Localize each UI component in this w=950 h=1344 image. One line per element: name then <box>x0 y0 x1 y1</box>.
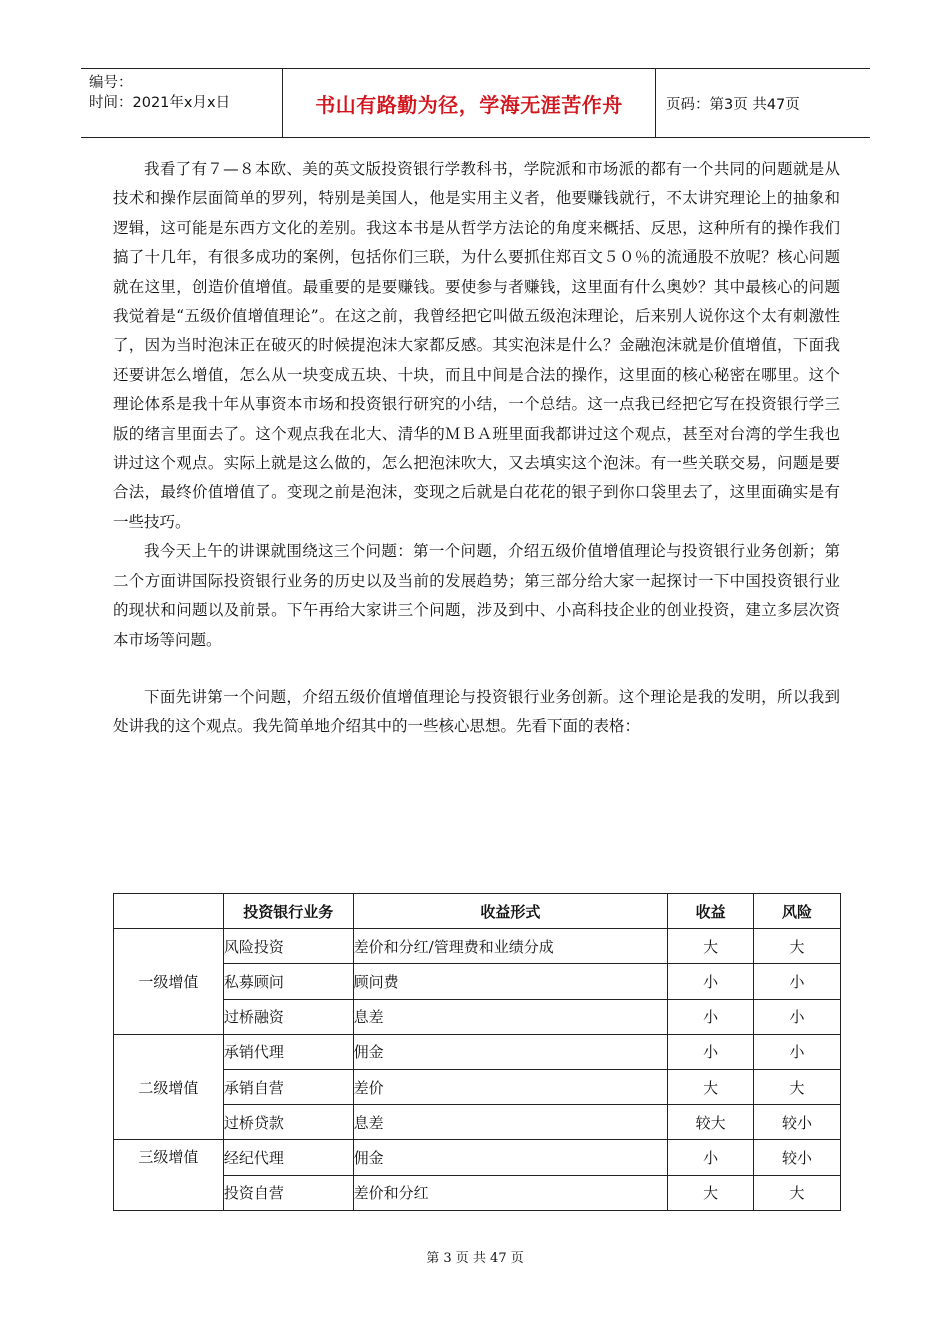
table-row <box>114 1175 841 1210</box>
risk-cell: 大 <box>754 1175 841 1210</box>
risk-cell: 小 <box>754 964 841 999</box>
business-cell: 私募顾问 <box>223 964 353 999</box>
return-cell: 大 <box>668 929 754 964</box>
form-cell: 顾问费 <box>353 964 668 999</box>
risk-cell: 较小 <box>754 1105 841 1140</box>
header-number-label: 编号： <box>89 75 133 91</box>
table-header-cell: 投资银行业务 <box>223 894 353 929</box>
table-row <box>114 1105 841 1140</box>
level-cell: 二级增值 <box>114 1034 224 1140</box>
business-cell: 投资自营 <box>223 1175 353 1210</box>
body-text <box>113 155 840 742</box>
paragraph: 我看了有７—８本欧、美的英文版投资银行学教科书，学院派和市场派的都有一个共同的问题就是从技术和操作层面简单的罗列，特别是美国人，他是实用主义者，他要赚钱就行，不太讲究理论上的抽象和逻辑，这可能是东西方文化的差别。我这本书是从哲学方法论的角度来概括、反思，这种所有的操作我们搞了十几年，有很多成功的案例，包括你们三联，为什么要抓住郑百文５０％的流通股不放呢？核心问题就在这里，创造价值增值。最重要的是要赚钱。要使参与者赚钱，这里面有什么奥妙？其中最核心的问题我觉着是“五级价值增值理论”。在这之前，我曾经把它叫做五级泡沫理论，后来别人说你这个太有刺激性了，因为当时泡沫正在破灭的时候提泡沫大家都反感。其实泡沫是什么？金融泡沫就是价值增值，下面我还要讲怎么增值，怎么从一块变成五块、十块，而且中间是合法的操作，这里面的核心秘密在哪里。这个理论体系是我十年从事资本市场和投资银行研究的小结，一个总结。这一点我已经把它写在投资银行学三版的绪言里面去了。这个观点我在北大、清华的ＭＢＡ班里面我都讲过这个观点，甚至对台湾的学生我也讲过这个观点。实际上就是这么做的，怎么把泡沫吹大，又去填实这个泡沫。有一些关联交易，问题是要合法，最终价值增值了。变现之前是泡沫，变现之后就是白花花的银子到你口袋里去了，这里面确实是有一些技巧。 <box>113 160 840 531</box>
form-cell: 差价和分红 <box>353 1175 668 1210</box>
table-row <box>114 964 841 999</box>
header-time-label: 时间：2021年x月x日 <box>89 95 231 111</box>
risk-cell: 小 <box>754 1034 841 1069</box>
form-cell: 差价 <box>353 1069 668 1104</box>
risk-cell: 较小 <box>754 1140 841 1175</box>
business-cell: 承销自营 <box>223 1069 353 1104</box>
table-row <box>114 1069 841 1104</box>
form-cell: 息差 <box>353 1105 668 1140</box>
table-header-row <box>114 894 841 929</box>
page-footer: 第 3 页 共 47 页 <box>426 1251 524 1266</box>
level-cell: 一级增值 <box>114 929 224 1035</box>
form-cell: 息差 <box>353 999 668 1034</box>
form-cell: 佣金 <box>353 1140 668 1175</box>
form-cell: 差价和分红/管理费和业绩分成 <box>353 929 668 964</box>
table-header-cell <box>114 894 224 929</box>
table-header-cell: 风险 <box>754 894 841 929</box>
business-cell: 风险投资 <box>223 929 353 964</box>
paragraph: 我今天上午的讲课就围绕这三个问题：第一个问题，介绍五级价值增值理论与投资银行业务创新；第二个方面讲国际投资银行业务的历史以及当前的发展趋势；第三部分给大家一起探讨一下中国投资银行业的现状和问题以及前景。下午再给大家讲三个问题，涉及到中、小高科技企业的创业投资，建立多层次资本市场等问题。 <box>113 542 840 649</box>
return-cell: 大 <box>668 1069 754 1104</box>
risk-cell: 大 <box>754 929 841 964</box>
business-cell: 过桥贷款 <box>223 1105 353 1140</box>
return-cell: 大 <box>668 1175 754 1210</box>
header-page-info: 页码：第3页 共47页 <box>666 96 800 113</box>
header-meta <box>81 69 283 137</box>
business-cell: 过桥融资 <box>223 999 353 1034</box>
page-header <box>81 68 870 138</box>
level-cell: 三级增值 <box>114 1140 224 1210</box>
form-cell: 佣金 <box>353 1034 668 1069</box>
paragraph: 下面先讲第一个问题，介绍五级价值增值理论与投资银行业务创新。这个理论是我的发明，所以我到处讲我的这个观点。我先简单地介绍其中的一些核心思想。先看下面的表格： <box>113 687 840 736</box>
table-row <box>114 929 841 964</box>
risk-cell: 大 <box>754 1069 841 1104</box>
table-header-cell: 收益形式 <box>353 894 668 929</box>
return-cell: 较大 <box>668 1105 754 1140</box>
table-row <box>114 999 841 1034</box>
return-cell: 小 <box>668 964 754 999</box>
table-row <box>114 1034 841 1069</box>
risk-cell: 小 <box>754 999 841 1034</box>
business-cell: 经纪代理 <box>223 1140 353 1175</box>
header-motto: 书山有路勤为径，学海无涯苦作舟 <box>283 69 656 137</box>
table-row <box>114 1140 841 1175</box>
value-added-table <box>113 893 841 1211</box>
return-cell: 小 <box>668 999 754 1034</box>
return-cell: 小 <box>668 1140 754 1175</box>
business-cell: 承销代理 <box>223 1034 353 1069</box>
return-cell: 小 <box>668 1034 754 1069</box>
table-header-cell: 收益 <box>668 894 754 929</box>
